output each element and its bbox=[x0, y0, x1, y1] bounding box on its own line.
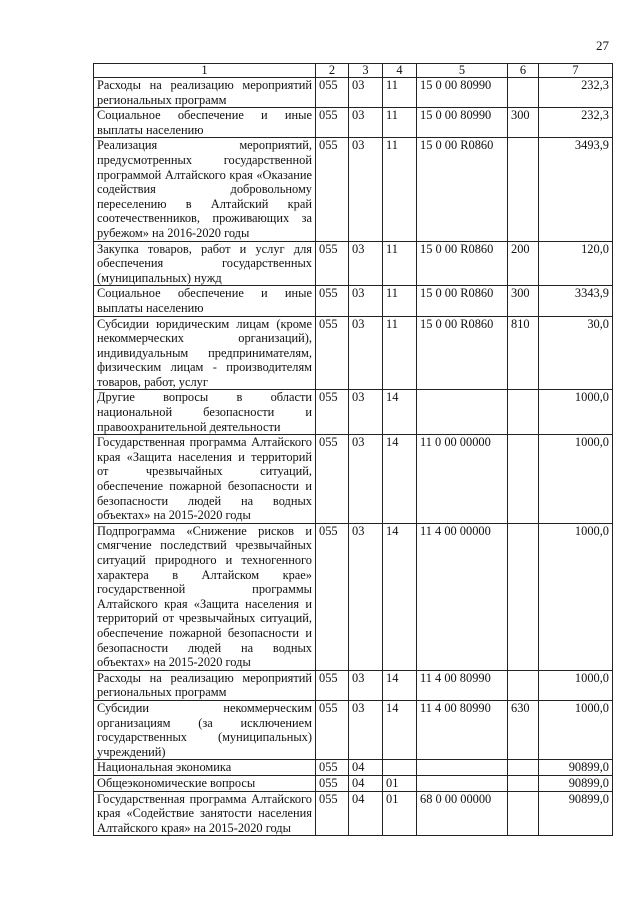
amount-cell: 90899,0 bbox=[539, 760, 613, 776]
item-name-cell: Национальная экономика bbox=[94, 760, 316, 776]
item-name-cell: Подпрограмма «Снижение рисков и смягчение последствий чрезвычайных ситуаций природного и техногенного характера в Алтайском крае» государственной программы Алтайского края «Защита населения и территорий от чрезвычайных ситуаций, обеспечение пожарной безопасности и безопасности людей на водных объектах» на 2015-2020 годы bbox=[94, 523, 316, 670]
item-name-cell: Закупка товаров, работ и услуг для обеспечения государственных (муниципальных) нужд bbox=[94, 241, 316, 286]
table-row bbox=[94, 78, 613, 108]
expense-type-cell bbox=[508, 775, 539, 791]
target-article-cell: 11 0 00 00000 bbox=[417, 435, 508, 524]
table-row bbox=[94, 138, 613, 241]
ministry-code-cell: 055 bbox=[316, 435, 349, 524]
target-article-cell: 15 0 00 80990 bbox=[417, 108, 508, 138]
ministry-code-cell: 055 bbox=[316, 390, 349, 435]
amount-cell: 120,0 bbox=[539, 241, 613, 286]
ministry-code-cell: 055 bbox=[316, 791, 349, 836]
section-code-cell: 03 bbox=[349, 108, 383, 138]
ministry-code-cell: 055 bbox=[316, 108, 349, 138]
table-row bbox=[94, 700, 613, 759]
expense-type-cell bbox=[508, 760, 539, 776]
item-name-cell: Другие вопросы в области национальной безопасности и правоохранительной деятельности bbox=[94, 390, 316, 435]
expense-type-cell bbox=[508, 435, 539, 524]
expense-type-cell: 810 bbox=[508, 316, 539, 390]
subsection-code-cell: 11 bbox=[383, 316, 417, 390]
item-name-cell: Реализация мероприятий, предусмотренных государственной программой Алтайского края «Оказание содействия добровольному переселению в Алтайский край соотечественников, проживающих за рубежом» на 2016-2020 годы bbox=[94, 138, 316, 241]
item-name-cell: Государственная программа Алтайского края «Содействие занятости населения Алтайского края» на 2015-2020 годы bbox=[94, 791, 316, 836]
subsection-code-cell: 11 bbox=[383, 78, 417, 108]
header-cell: 1 bbox=[94, 64, 316, 78]
table-row bbox=[94, 670, 613, 700]
item-name-cell: Расходы на реализацию мероприятий региональных программ bbox=[94, 78, 316, 108]
target-article-cell: 15 0 00 80990 bbox=[417, 78, 508, 108]
header-cell: 2 bbox=[316, 64, 349, 78]
amount-cell: 232,3 bbox=[539, 78, 613, 108]
section-code-cell: 03 bbox=[349, 78, 383, 108]
subsection-code-cell bbox=[383, 760, 417, 776]
page-number: 27 bbox=[596, 38, 609, 53]
amount-cell: 3343,9 bbox=[539, 286, 613, 316]
section-code-cell: 03 bbox=[349, 700, 383, 759]
ministry-code-cell: 055 bbox=[316, 775, 349, 791]
section-code-cell: 04 bbox=[349, 791, 383, 836]
section-code-cell: 03 bbox=[349, 523, 383, 670]
subsection-code-cell: 14 bbox=[383, 390, 417, 435]
subsection-code-cell: 01 bbox=[383, 775, 417, 791]
target-article-cell bbox=[417, 390, 508, 435]
table-row bbox=[94, 435, 613, 524]
header-cell: 5 bbox=[417, 64, 508, 78]
budget-table bbox=[93, 63, 613, 836]
ministry-code-cell: 055 bbox=[316, 286, 349, 316]
target-article-cell: 15 0 00 R0860 bbox=[417, 138, 508, 241]
ministry-code-cell: 055 bbox=[316, 670, 349, 700]
subsection-code-cell: 14 bbox=[383, 435, 417, 524]
ministry-code-cell: 055 bbox=[316, 78, 349, 108]
table-row bbox=[94, 791, 613, 836]
header-cell: 3 bbox=[349, 64, 383, 78]
subsection-code-cell: 01 bbox=[383, 791, 417, 836]
section-code-cell: 03 bbox=[349, 316, 383, 390]
item-name-cell: Расходы на реализацию мероприятий региональных программ bbox=[94, 670, 316, 700]
table-row bbox=[94, 523, 613, 670]
section-code-cell: 04 bbox=[349, 775, 383, 791]
ministry-code-cell: 055 bbox=[316, 700, 349, 759]
table-row bbox=[94, 316, 613, 390]
section-code-cell: 03 bbox=[349, 435, 383, 524]
expense-type-cell bbox=[508, 791, 539, 836]
amount-cell: 1000,0 bbox=[539, 390, 613, 435]
amount-cell: 1000,0 bbox=[539, 670, 613, 700]
section-code-cell: 03 bbox=[349, 390, 383, 435]
amount-cell: 1000,0 bbox=[539, 435, 613, 524]
subsection-code-cell: 11 bbox=[383, 138, 417, 241]
subsection-code-cell: 14 bbox=[383, 523, 417, 670]
expense-type-cell bbox=[508, 78, 539, 108]
expense-type-cell: 200 bbox=[508, 241, 539, 286]
header-cell: 4 bbox=[383, 64, 417, 78]
item-name-cell: Социальное обеспечение и иные выплаты населению bbox=[94, 108, 316, 138]
section-code-cell: 03 bbox=[349, 138, 383, 241]
amount-cell: 3493,9 bbox=[539, 138, 613, 241]
amount-cell: 90899,0 bbox=[539, 775, 613, 791]
expense-type-cell bbox=[508, 523, 539, 670]
table-row bbox=[94, 286, 613, 316]
expense-type-cell: 630 bbox=[508, 700, 539, 759]
subsection-code-cell: 14 bbox=[383, 670, 417, 700]
target-article-cell: 15 0 00 R0860 bbox=[417, 241, 508, 286]
amount-cell: 30,0 bbox=[539, 316, 613, 390]
section-code-cell: 04 bbox=[349, 760, 383, 776]
ministry-code-cell: 055 bbox=[316, 523, 349, 670]
table-row bbox=[94, 390, 613, 435]
expense-type-cell bbox=[508, 390, 539, 435]
amount-cell: 90899,0 bbox=[539, 791, 613, 836]
ministry-code-cell: 055 bbox=[316, 316, 349, 390]
table-row bbox=[94, 760, 613, 776]
ministry-code-cell: 055 bbox=[316, 138, 349, 241]
item-name-cell: Социальное обеспечение и иные выплаты населению bbox=[94, 286, 316, 316]
subsection-code-cell: 11 bbox=[383, 108, 417, 138]
ministry-code-cell: 055 bbox=[316, 760, 349, 776]
item-name-cell: Субсидии юридическим лицам (кроме некоммерческих организаций), индивидуальным предпринимателям, физическим лицам - производителям товаров, работ, услуг bbox=[94, 316, 316, 390]
amount-cell: 1000,0 bbox=[539, 700, 613, 759]
section-code-cell: 03 bbox=[349, 286, 383, 316]
amount-cell: 1000,0 bbox=[539, 523, 613, 670]
header-cell: 7 bbox=[539, 64, 613, 78]
header-cell: 6 bbox=[508, 64, 539, 78]
expense-type-cell bbox=[508, 670, 539, 700]
item-name-cell: Субсидии некоммерческим организациям (за исключением государственных (муниципальных) учреждений) bbox=[94, 700, 316, 759]
target-article-cell: 15 0 00 R0860 bbox=[417, 316, 508, 390]
target-article-cell: 15 0 00 R0860 bbox=[417, 286, 508, 316]
table-row bbox=[94, 775, 613, 791]
item-name-cell: Общеэкономические вопросы bbox=[94, 775, 316, 791]
subsection-code-cell: 14 bbox=[383, 700, 417, 759]
table-row bbox=[94, 108, 613, 138]
target-article-cell bbox=[417, 775, 508, 791]
target-article-cell: 68 0 00 00000 bbox=[417, 791, 508, 836]
target-article-cell bbox=[417, 760, 508, 776]
item-name-cell: Государственная программа Алтайского края «Защита населения и территорий от чрезвычайных ситуаций, обеспечение пожарной безопасности и безопасности людей на водных объектах» на 2015-2020 годы bbox=[94, 435, 316, 524]
table-row bbox=[94, 241, 613, 286]
target-article-cell: 11 4 00 80990 bbox=[417, 670, 508, 700]
target-article-cell: 11 4 00 00000 bbox=[417, 523, 508, 670]
target-article-cell: 11 4 00 80990 bbox=[417, 700, 508, 759]
expense-type-cell: 300 bbox=[508, 108, 539, 138]
amount-cell: 232,3 bbox=[539, 108, 613, 138]
table-header-row bbox=[94, 64, 613, 78]
section-code-cell: 03 bbox=[349, 241, 383, 286]
subsection-code-cell: 11 bbox=[383, 286, 417, 316]
section-code-cell: 03 bbox=[349, 670, 383, 700]
expense-type-cell: 300 bbox=[508, 286, 539, 316]
subsection-code-cell: 11 bbox=[383, 241, 417, 286]
expense-type-cell bbox=[508, 138, 539, 241]
ministry-code-cell: 055 bbox=[316, 241, 349, 286]
